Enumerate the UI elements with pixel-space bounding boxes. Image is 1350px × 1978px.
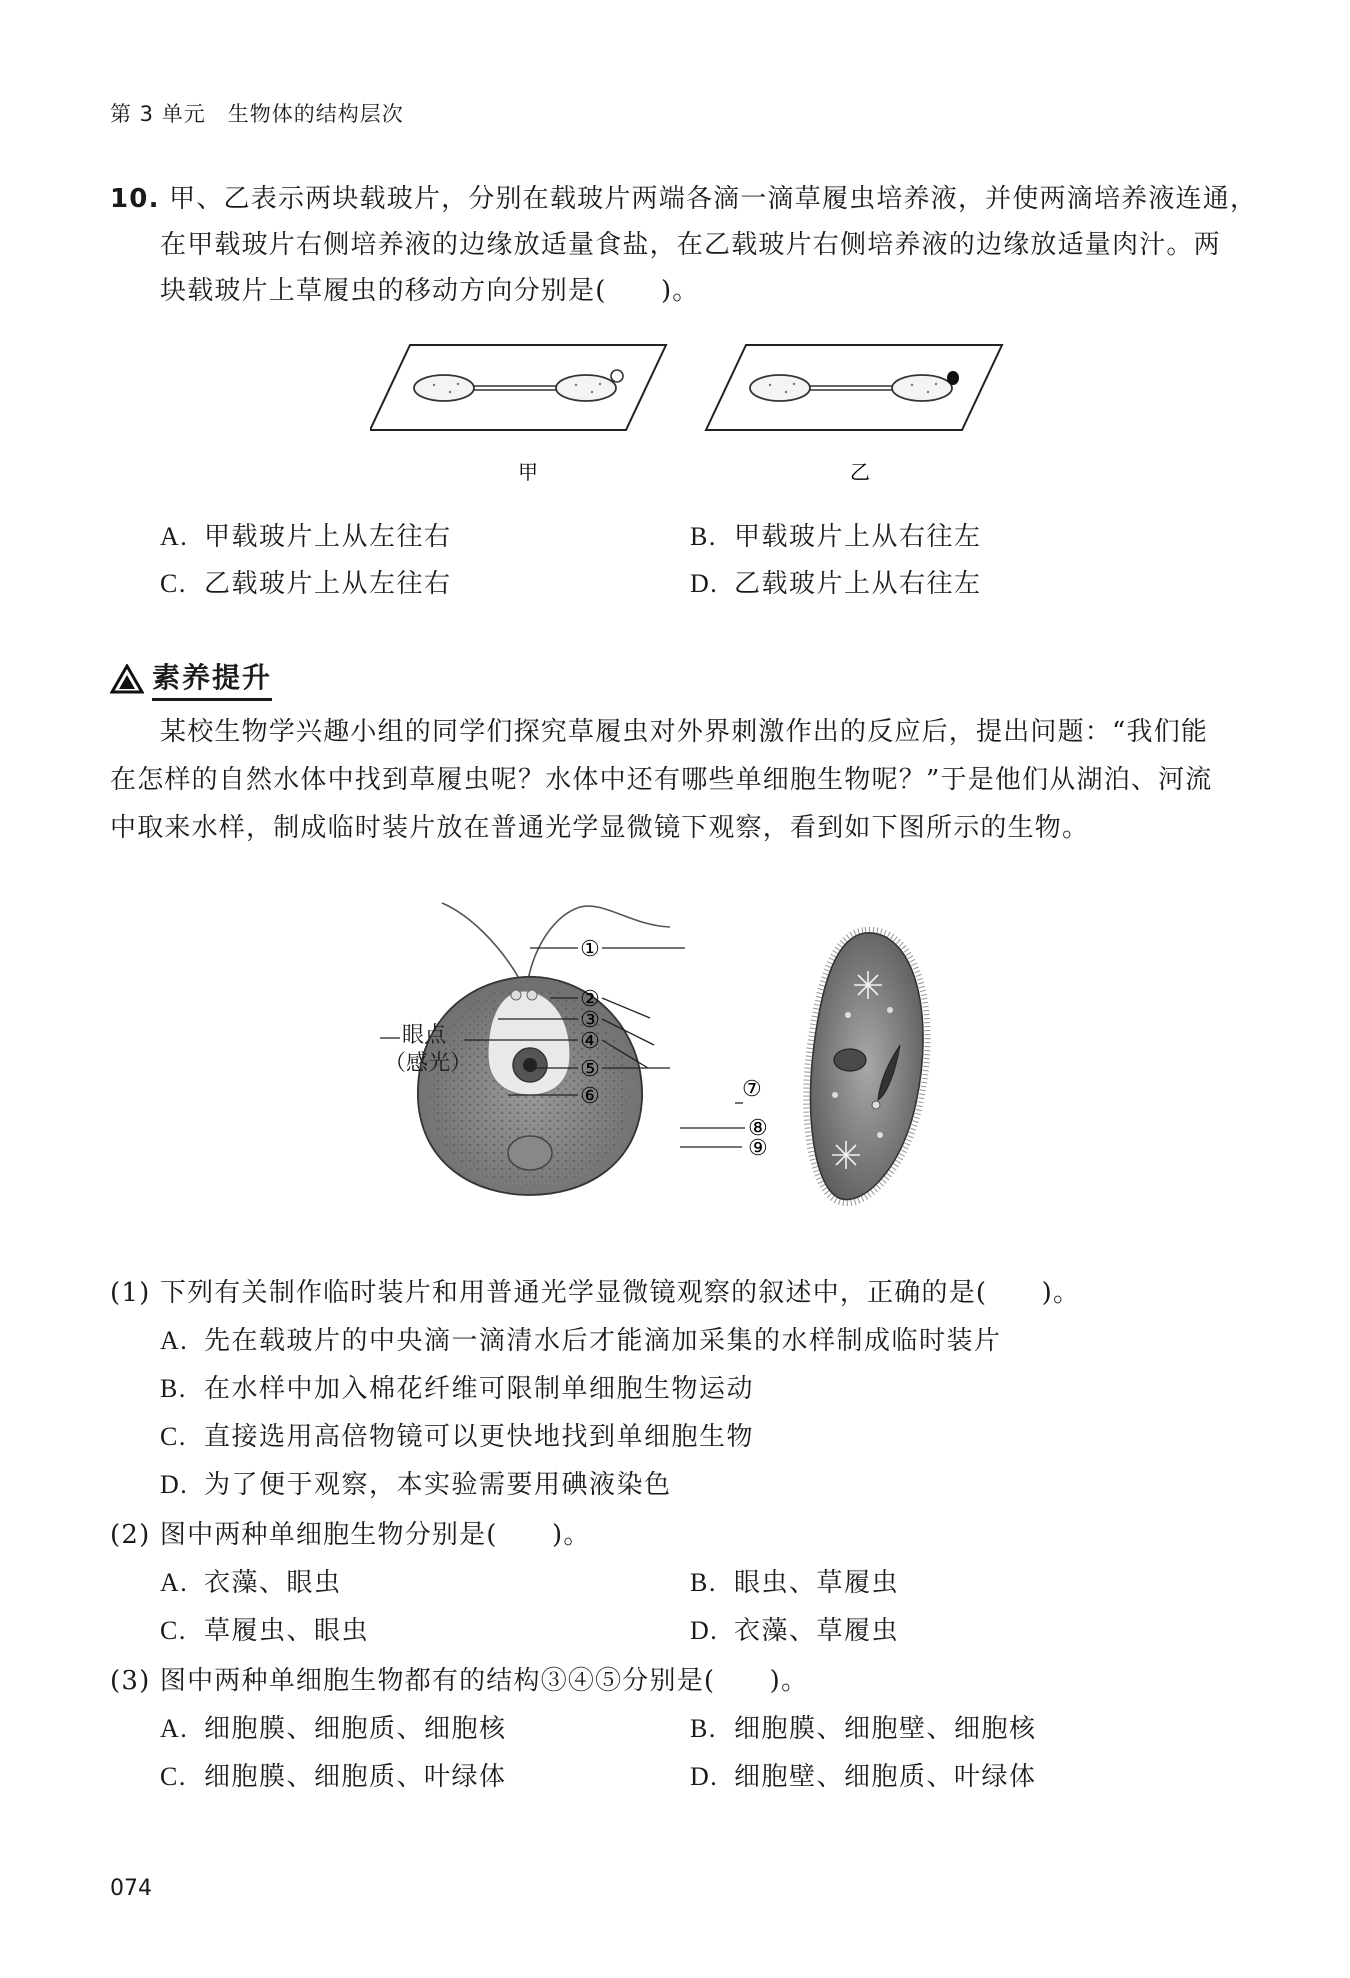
sub2-option-b[interactable]: B. 眼虫、草履虫 [690,1568,900,1598]
page-number: 074 [110,1876,152,1901]
question-number: 10. [110,184,160,214]
label-7: ⑦ [742,1077,762,1102]
macronucleus [834,1049,866,1071]
salt-dot [611,370,623,382]
sub2-stem: (2) 图中两种单细胞生物分别是( )。 [110,1520,591,1550]
intro-line-1: 某校生物学兴趣小组的同学们探究草履虫对外界刺激作出的反应后，提出问题：“我们能 [160,717,1209,747]
sub3-option-c[interactable]: C. 细胞膜、细胞质、叶绿体 [160,1762,507,1792]
sub3-option-b[interactable]: B. 细胞膜、细胞壁、细胞核 [690,1714,1037,1744]
paramecium-cell [806,930,927,1203]
intro-line-2: 在怎样的自然水体中找到草履虫呢？水体中还有哪些单细胞生物呢？”于是他们从湖泊、河流 [110,765,1213,795]
slide-yi [706,345,1002,430]
q10-line-1 [110,176,1257,222]
sub3-option-d[interactable]: D. 细胞壁、细胞质、叶绿体 [690,1762,1037,1792]
running-header: 第 3 单元 生物体的结构层次 [110,102,404,126]
eyespot-label: 眼点 （感光） [384,1023,473,1076]
sub3-stem: (3) 图中两种单细胞生物都有的结构③④⑤分别是( )。 [110,1666,809,1696]
q10-option-b[interactable]: B. 甲载玻片上从右往左 [690,522,982,552]
label-5: ⑤ [580,1057,600,1082]
label-3: ③ [580,1008,600,1033]
label-6: ⑥ [580,1084,600,1109]
label-2: ② [580,987,600,1012]
q10-line-2: 在甲载玻片右侧培养液的边缘放适量食盐，在乙载玻片右侧培养液的边缘放适量肉汁。两 [160,230,1221,260]
slide-label-yi: 乙 [850,460,870,484]
q10-line-3: 块载玻片上草履虫的移动方向分别是( )。 [160,276,700,306]
q10-option-d[interactable]: D. 乙载玻片上从右往左 [690,569,982,599]
slides-figure [370,335,1020,495]
sub2-option-a[interactable]: A. 衣藻、眼虫 [160,1568,342,1598]
label-9: ⑨ [748,1136,768,1161]
sub2-option-d[interactable]: D. 衣藻、草履虫 [690,1616,900,1646]
intro-line-3: 中取来水样，制成临时装片放在普通光学显微镜下观察，看到如下图所示的生物。 [110,813,1090,843]
label-8: ⑧ [748,1116,768,1141]
sub1-stem: (1) 下列有关制作临时装片和用普通光学显微镜观察的叙述中，正确的是( )。 [110,1278,1081,1308]
pyrenoid [508,1136,552,1170]
sub2-option-c[interactable]: C. 草履虫、眼虫 [160,1616,370,1646]
sub1-option-b[interactable]: B. 在水样中加入棉花纤维可限制单细胞生物运动 [160,1374,755,1404]
label-4: ④ [580,1029,600,1054]
sub1-option-a[interactable]: A. 先在载玻片的中央滴一滴清水后才能滴加采集的水样制成临时装片 [160,1326,1002,1356]
section-title: 素养提升 [110,656,272,701]
slide-jia [370,345,666,430]
sub1-option-d[interactable]: D. 为了便于观察，本实验需要用碘液染色 [160,1470,672,1500]
q10-option-a[interactable]: A. 甲载玻片上从左往右 [160,522,452,552]
warning-triangle-icon [110,664,144,694]
q10-option-c[interactable]: C. 乙载玻片上从左往右 [160,569,452,599]
broth-dot [947,371,959,385]
slide-label-jia: 甲 [518,460,538,484]
sub1-option-c[interactable]: C. 直接选用高倍物镜可以更快地找到单细胞生物 [160,1422,755,1452]
sub3-option-a[interactable]: A. 细胞膜、细胞质、细胞核 [160,1714,507,1744]
q10-text-1: 甲、乙表示两块载玻片，分别在载玻片两端各滴一滴草履虫培养液，并使两滴培养液连通， [169,184,1258,214]
flagellum-left [442,903,520,980]
label-1: ① [580,937,600,962]
